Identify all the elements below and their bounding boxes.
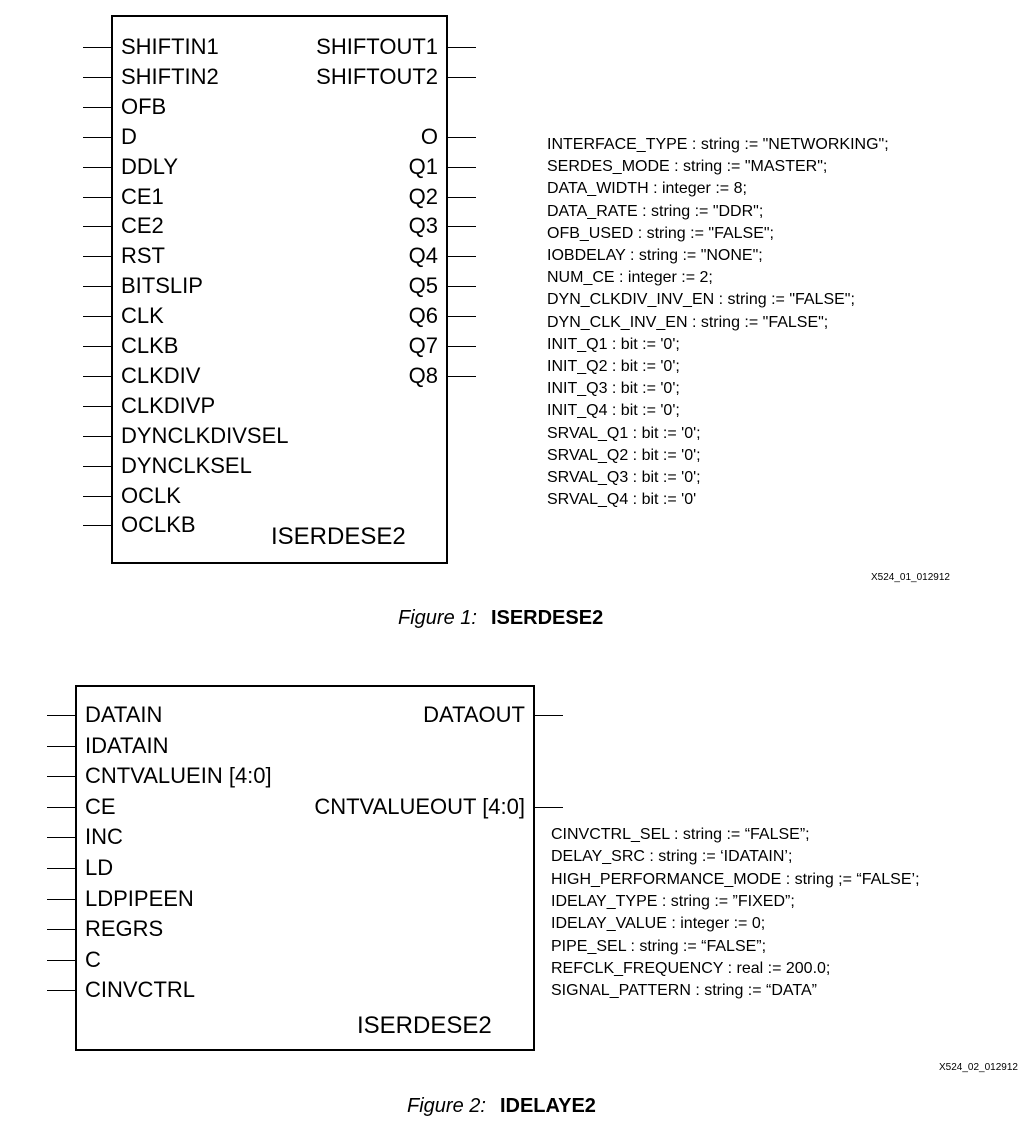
attribute-line: DATA_RATE : string := "DDR"; — [547, 202, 764, 220]
output-wire-q7 — [448, 346, 476, 347]
output-wire-q2 — [448, 197, 476, 198]
attribute-line: CINVCTRL_SEL : string := “FALSE”; — [551, 826, 810, 843]
input-pin-inc: INC — [85, 824, 123, 850]
attribute-line: NUM_CE : integer := 2; — [547, 269, 713, 287]
input-pin-shiftin1: SHIFTIN1 — [121, 34, 219, 59]
attribute-line: DYN_CLKDIV_INV_EN : string := "FALSE"; — [547, 291, 855, 309]
attribute-line: DATA_WIDTH : integer := 8; — [547, 180, 747, 198]
block-name-label: ISERDESE2 — [271, 523, 406, 550]
attribute-line: INIT_Q2 : bit := '0'; — [547, 358, 680, 375]
attribute-line: DELAY_SRC : string := ‘IDATAIN’; — [551, 848, 793, 866]
input-wire-clkb — [83, 346, 111, 347]
input-wire-shiftin2 — [83, 77, 111, 78]
attribute-line: SRVAL_Q4 : bit := '0' — [547, 491, 697, 509]
input-pin-cinvctrl: CINVCTRL — [85, 977, 196, 1003]
input-wire-ddly — [83, 167, 111, 168]
input-wire-dynclkdivsel — [83, 436, 111, 437]
output-wire-o — [448, 137, 476, 138]
input-wire-cntvaluein-4-0 — [47, 776, 75, 777]
input-wire-ce2 — [83, 226, 111, 227]
input-wire-clkdivp — [83, 406, 111, 407]
output-wire-q5 — [448, 286, 476, 287]
attribute-line: SRVAL_Q1 : bit := '0'; — [547, 424, 701, 442]
input-pin-cntvaluein-4-0: CNTVALUEIN [4:0] — [85, 763, 272, 789]
caption-label: Figure 2: — [407, 1095, 486, 1117]
input-wire-ce1 — [83, 197, 111, 198]
attribute-line: SIGNAL_PATTERN : string := “DATA” — [551, 982, 817, 1000]
input-pin-clkb: CLKB — [121, 333, 179, 358]
output-wire-cntvalueout-4-0 — [535, 807, 563, 808]
input-pin-clkdiv: CLKDIV — [121, 362, 201, 388]
figure-1-caption — [398, 607, 603, 630]
input-wire-oclkb — [83, 525, 111, 526]
output-wire-q8 — [448, 376, 476, 377]
input-pin-rst: RST — [121, 243, 165, 269]
input-wire-ofb — [83, 107, 111, 108]
output-pin-cntvalueout-4-0: CNTVALUEOUT [4:0] — [314, 793, 525, 819]
caption-name: IDELAYE2 — [499, 1095, 596, 1117]
input-pin-regrs: REGRS — [85, 916, 164, 942]
output-pin-q2: Q2 — [408, 183, 438, 209]
input-pin-ce: CE — [85, 793, 116, 819]
caption-label: Figure 1: — [398, 607, 477, 629]
figure-code: X524_02_012912 — [939, 1062, 1018, 1073]
input-wire-regrs — [47, 929, 75, 930]
input-wire-clkdiv — [83, 376, 111, 377]
output-pin-q5: Q5 — [408, 273, 438, 299]
attribute-line: OFB_USED : string := "FALSE"; — [547, 224, 774, 242]
output-pin-q1: Q1 — [408, 153, 438, 179]
input-wire-datain — [47, 715, 75, 716]
output-pin-o: O — [420, 123, 438, 149]
output-pin-shiftout2: SHIFTOUT2 — [316, 63, 438, 89]
input-pin-oclk: OCLK — [121, 482, 181, 508]
input-pin-ld: LD — [85, 855, 114, 880]
input-wire-ldpipeen — [47, 899, 75, 900]
input-pin-clkdivp: CLKDIVP — [121, 392, 216, 418]
input-pin-c: C — [85, 946, 101, 972]
attribute-line: INIT_Q1 : bit := '0'; — [547, 335, 680, 353]
output-pin-q6: Q6 — [408, 303, 438, 329]
attribute-line: IDELAY_TYPE : string := ”FIXED”; — [551, 892, 795, 910]
block-name-label: ISERDESE2 — [357, 1012, 492, 1039]
attribute-line: INTERFACE_TYPE : string := "NETWORKING"; — [547, 136, 889, 153]
figure-2-caption — [407, 1095, 596, 1118]
input-pin-clk: CLK — [121, 303, 164, 329]
output-pin-dataout: DATAOUT — [423, 702, 525, 727]
input-pin-ddly: DDLY — [121, 153, 179, 179]
input-wire-oclk — [83, 496, 111, 497]
attribute-line: INIT_Q3 : bit := '0'; — [547, 380, 680, 398]
output-wire-q3 — [448, 226, 476, 227]
input-pin-dynclkdivsel: DYNCLKDIVSEL — [121, 422, 289, 448]
input-wire-d — [83, 137, 111, 138]
figure-code: X524_01_012912 — [871, 572, 950, 583]
attribute-line: REFCLK_FREQUENCY : real := 200.0; — [551, 959, 831, 977]
attribute-line: DYN_CLK_INV_EN : string := "FALSE"; — [547, 313, 829, 331]
input-pin-d: D — [121, 123, 137, 149]
input-wire-bitslip — [83, 286, 111, 287]
attribute-line: SRVAL_Q2 : bit := '0'; — [547, 446, 701, 464]
output-pin-q4: Q4 — [408, 243, 438, 269]
input-pin-datain: DATAIN — [85, 702, 163, 727]
input-pin-oclkb: OCLKB — [121, 512, 196, 538]
input-pin-ce1: CE1 — [121, 183, 164, 209]
input-wire-c — [47, 960, 75, 961]
input-wire-dynclksel — [83, 466, 111, 467]
input-pin-ofb: OFB — [121, 93, 167, 119]
input-pin-bitslip: BITSLIP — [121, 273, 203, 299]
input-pin-ldpipeen: LDPIPEEN — [85, 885, 194, 911]
attribute-line: SRVAL_Q3 : bit := '0'; — [547, 469, 701, 486]
input-wire-rst — [83, 256, 111, 257]
input-wire-ce — [47, 807, 75, 808]
input-wire-inc — [47, 837, 75, 838]
input-wire-cinvctrl — [47, 990, 75, 991]
output-pin-shiftout1: SHIFTOUT1 — [316, 34, 438, 59]
input-wire-shiftin1 — [83, 47, 111, 48]
input-wire-ld — [47, 868, 75, 869]
input-pin-idatain: IDATAIN — [85, 732, 169, 758]
attribute-line: INIT_Q4 : bit := '0'; — [547, 402, 680, 420]
output-pin-q8: Q8 — [408, 362, 438, 388]
output-wire-shiftout1 — [448, 47, 476, 48]
caption-name: ISERDESE2 — [490, 607, 604, 629]
attribute-line: IOBDELAY : string := "NONE"; — [547, 247, 763, 264]
input-pin-shiftin2: SHIFTIN2 — [121, 63, 219, 89]
output-pin-q3: Q3 — [408, 213, 438, 239]
output-wire-q4 — [448, 256, 476, 257]
attribute-line: IDELAY_VALUE : integer := 0; — [551, 915, 766, 933]
input-wire-clk — [83, 316, 111, 317]
attribute-line: HIGH_PERFORMANCE_MODE : string ;= “FALSE’; — [551, 870, 920, 888]
output-wire-shiftout2 — [448, 77, 476, 78]
attribute-line: SERDES_MODE : string := "MASTER"; — [547, 158, 828, 176]
output-wire-dataout — [535, 715, 563, 716]
input-wire-idatain — [47, 746, 75, 747]
attribute-line: PIPE_SEL : string := “FALSE”; — [551, 937, 767, 955]
input-pin-ce2: CE2 — [121, 213, 164, 239]
output-wire-q1 — [448, 167, 476, 168]
output-pin-q7: Q7 — [408, 333, 438, 358]
output-wire-q6 — [448, 316, 476, 317]
input-pin-dynclksel: DYNCLKSEL — [121, 452, 252, 478]
